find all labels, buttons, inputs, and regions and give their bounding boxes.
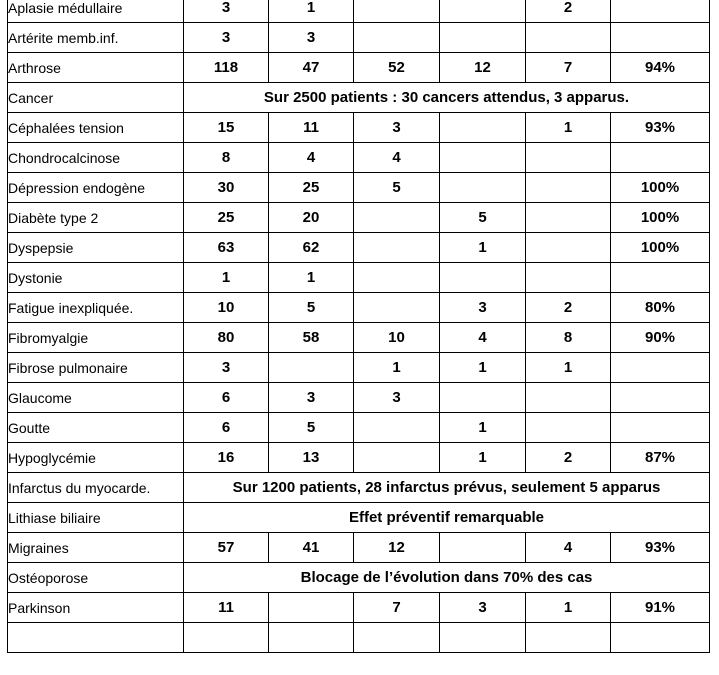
condition-label: Goutte (8, 413, 184, 443)
value-cell: 93% (611, 533, 710, 563)
value-cell: 20 (269, 203, 354, 233)
table-row (8, 503, 710, 533)
value-cell: 62 (269, 233, 354, 263)
row-note: Sur 1200 patients, 28 infarctus prévus, seulement 5 apparus (184, 473, 710, 503)
condition-label: Arthrose (8, 53, 184, 83)
table-row (8, 23, 710, 53)
value-cell: 7 (354, 593, 440, 623)
value-cell: 12 (354, 533, 440, 563)
value-cell: 3 (440, 593, 526, 623)
value-cell: 1 (440, 413, 526, 443)
value-cell: 1 (269, 0, 354, 23)
value-cell: 63 (184, 233, 269, 263)
value-cell (440, 173, 526, 203)
condition-label: Céphalées tension (8, 113, 184, 143)
value-cell: 80 (184, 323, 269, 353)
value-cell: 10 (184, 293, 269, 323)
value-cell: 2 (526, 0, 611, 23)
table-row (8, 563, 710, 593)
value-cell: 94% (611, 53, 710, 83)
value-cell (611, 263, 710, 293)
table-row (8, 383, 710, 413)
row-note: Blocage de l’évolution dans 70% des cas (184, 563, 710, 593)
row-note: Effet préventif remarquable (184, 503, 710, 533)
value-cell: 3 (440, 293, 526, 323)
table-row (8, 143, 710, 173)
table-row (8, 83, 710, 113)
condition-label: Dépression endogène (8, 173, 184, 203)
value-cell (354, 0, 440, 23)
value-cell: 8 (184, 143, 269, 173)
condition-label: Migraines (8, 533, 184, 563)
condition-label: Lithiase biliaire (8, 503, 184, 533)
table-row (8, 443, 710, 473)
value-cell: 1 (440, 443, 526, 473)
condition-label (8, 623, 184, 653)
value-cell (184, 623, 269, 653)
table-row (8, 0, 710, 23)
value-cell: 10 (354, 323, 440, 353)
condition-label: Glaucome (8, 383, 184, 413)
value-cell: 4 (526, 533, 611, 563)
value-cell: 5 (440, 203, 526, 233)
condition-label: Dyspepsie (8, 233, 184, 263)
value-cell (526, 203, 611, 233)
value-cell: 3 (184, 0, 269, 23)
condition-label: Fatigue inexpliquée. (8, 293, 184, 323)
value-cell: 100% (611, 203, 710, 233)
condition-label: Chondrocalcinose (8, 143, 184, 173)
value-cell: 3 (184, 23, 269, 53)
condition-label: Infarctus du myocarde. (8, 473, 184, 503)
value-cell: 8 (526, 323, 611, 353)
value-cell: 47 (269, 53, 354, 83)
value-cell: 25 (184, 203, 269, 233)
value-cell: 6 (184, 413, 269, 443)
value-cell: 2 (526, 293, 611, 323)
table-row (8, 323, 710, 353)
value-cell: 100% (611, 173, 710, 203)
condition-label: Diabète type 2 (8, 203, 184, 233)
table-row (8, 623, 710, 653)
value-cell (440, 23, 526, 53)
value-cell (526, 233, 611, 263)
value-cell: 3 (354, 113, 440, 143)
value-cell: 1 (526, 113, 611, 143)
table-row (8, 353, 710, 383)
value-cell: 91% (611, 593, 710, 623)
value-cell (611, 413, 710, 443)
value-cell (269, 623, 354, 653)
condition-label: Dystonie (8, 263, 184, 293)
value-cell: 5 (269, 413, 354, 443)
value-cell (440, 143, 526, 173)
table-row (8, 593, 710, 623)
value-cell: 7 (526, 53, 611, 83)
table-row (8, 473, 710, 503)
value-cell: 11 (269, 113, 354, 143)
value-cell: 15 (184, 113, 269, 143)
value-cell: 1 (526, 593, 611, 623)
value-cell: 52 (354, 53, 440, 83)
value-cell (440, 533, 526, 563)
value-cell (440, 113, 526, 143)
table-row (8, 173, 710, 203)
row-note: Sur 2500 patients : 30 cancers attendus, 3 apparus. (184, 83, 710, 113)
value-cell: 1 (354, 353, 440, 383)
value-cell: 1 (440, 233, 526, 263)
value-cell: 30 (184, 173, 269, 203)
value-cell: 11 (184, 593, 269, 623)
value-cell (526, 143, 611, 173)
value-cell: 58 (269, 323, 354, 353)
value-cell (354, 203, 440, 233)
value-cell: 6 (184, 383, 269, 413)
table-row (8, 113, 710, 143)
value-cell: 80% (611, 293, 710, 323)
value-cell (526, 23, 611, 53)
value-cell: 1 (269, 263, 354, 293)
table-row (8, 203, 710, 233)
value-cell: 4 (354, 143, 440, 173)
value-cell (526, 383, 611, 413)
value-cell (354, 263, 440, 293)
value-cell: 25 (269, 173, 354, 203)
value-cell (269, 353, 354, 383)
value-cell (354, 23, 440, 53)
condition-label: Ostéoporose (8, 563, 184, 593)
value-cell: 3 (184, 353, 269, 383)
table-row (8, 533, 710, 563)
value-cell (354, 293, 440, 323)
value-cell: 4 (269, 143, 354, 173)
results-table-body (8, 0, 710, 653)
value-cell (611, 143, 710, 173)
value-cell: 16 (184, 443, 269, 473)
value-cell (526, 173, 611, 203)
condition-label: Fibromyalgie (8, 323, 184, 353)
value-cell: 100% (611, 233, 710, 263)
value-cell: 41 (269, 533, 354, 563)
value-cell: 5 (354, 173, 440, 203)
table-row (8, 263, 710, 293)
value-cell (440, 383, 526, 413)
value-cell (611, 353, 710, 383)
condition-label: Parkinson (8, 593, 184, 623)
value-cell (526, 623, 611, 653)
value-cell: 93% (611, 113, 710, 143)
condition-label: Aplasie médullaire (8, 0, 184, 23)
table-row (8, 413, 710, 443)
value-cell: 87% (611, 443, 710, 473)
value-cell (354, 413, 440, 443)
value-cell (611, 23, 710, 53)
value-cell: 13 (269, 443, 354, 473)
value-cell (611, 623, 710, 653)
value-cell (269, 593, 354, 623)
value-cell: 57 (184, 533, 269, 563)
value-cell: 1 (526, 353, 611, 383)
value-cell (440, 263, 526, 293)
condition-label: Artérite memb.inf. (8, 23, 184, 53)
condition-label: Cancer (8, 83, 184, 113)
value-cell: 4 (440, 323, 526, 353)
results-table (7, 0, 710, 653)
value-cell: 2 (526, 443, 611, 473)
value-cell (611, 0, 710, 23)
value-cell (526, 263, 611, 293)
table-row (8, 293, 710, 323)
value-cell: 3 (269, 23, 354, 53)
value-cell (440, 0, 526, 23)
value-cell (526, 413, 611, 443)
value-cell (354, 233, 440, 263)
value-cell: 3 (354, 383, 440, 413)
value-cell: 1 (440, 353, 526, 383)
value-cell: 5 (269, 293, 354, 323)
value-cell (611, 383, 710, 413)
value-cell: 118 (184, 53, 269, 83)
table-row (8, 233, 710, 263)
condition-label: Fibrose pulmonaire (8, 353, 184, 383)
condition-label: Hypoglycémie (8, 443, 184, 473)
value-cell: 3 (269, 383, 354, 413)
value-cell (440, 623, 526, 653)
value-cell: 1 (184, 263, 269, 293)
value-cell: 90% (611, 323, 710, 353)
value-cell (354, 443, 440, 473)
value-cell: 12 (440, 53, 526, 83)
value-cell (354, 623, 440, 653)
table-row (8, 53, 710, 83)
